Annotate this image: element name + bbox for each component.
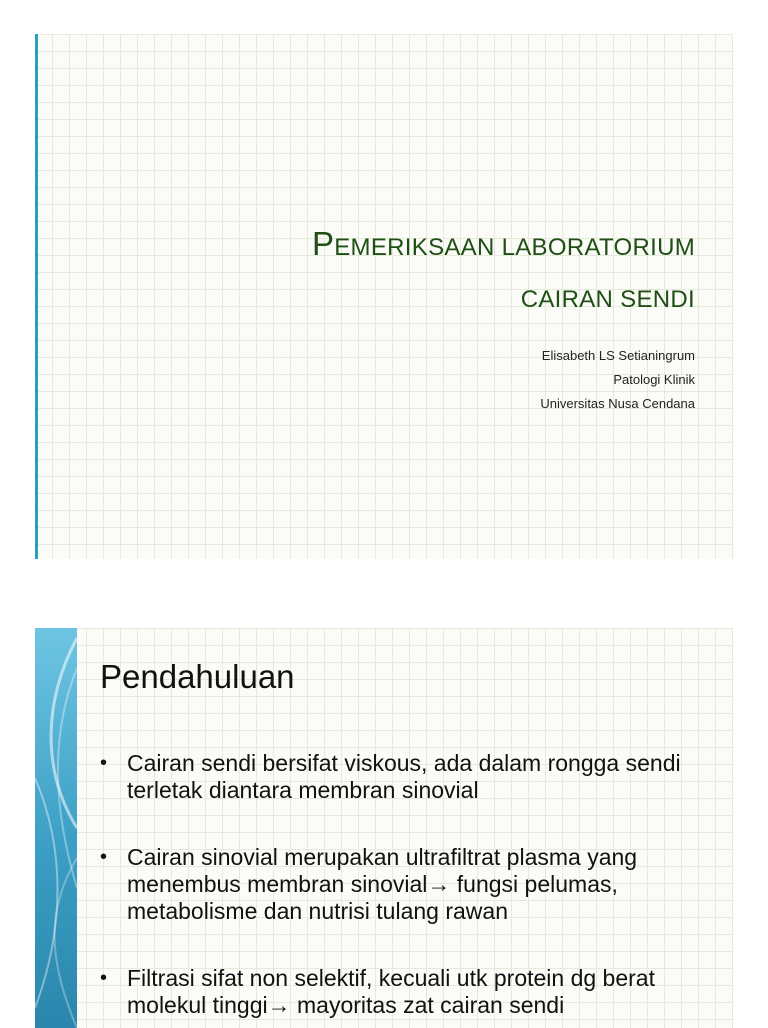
bullet-text: Filtrasi sifat non selektif, kecuali utk protein dg berat molekul tinggi→ mayoritas zat cairan sendi bbox=[127, 965, 655, 1018]
wave-decoration bbox=[35, 628, 77, 1028]
accent-line bbox=[35, 34, 38, 559]
title-line-2: CAIRAN SENDI bbox=[520, 286, 695, 313]
title-initial: P bbox=[311, 225, 335, 262]
bullet-icon: • bbox=[100, 967, 108, 989]
decorative-side-band bbox=[35, 628, 77, 1028]
bullet-icon: • bbox=[100, 752, 108, 774]
author-department: Patologi Klinik bbox=[613, 372, 695, 387]
bullet-icon: • bbox=[100, 846, 108, 868]
author-block bbox=[540, 344, 695, 416]
bullet-list bbox=[100, 750, 730, 1028]
slide-heading: Pendahuluan bbox=[100, 658, 295, 695]
author-name: Elisabeth LS Setianingrum bbox=[541, 348, 695, 363]
presentation-title bbox=[312, 218, 695, 326]
list-item bbox=[100, 965, 730, 1019]
bullet-text: Cairan sendi bersifat viskous, ada dalam rongga sendi terletak diantara membran sinovial bbox=[127, 750, 681, 803]
content-slide bbox=[35, 628, 733, 1028]
title-slide bbox=[35, 34, 733, 559]
title-line-1: EMERIKSAAN LABORATORIUM bbox=[334, 234, 695, 261]
bullet-text: Cairan sinovial merupakan ultrafiltrat plasma yang menembus membran sinovial→ fungsi pelumas, metabolisme dan nutrisi tulang rawan bbox=[127, 844, 638, 924]
author-university: Universitas Nusa Cendana bbox=[540, 396, 695, 411]
list-item bbox=[100, 844, 730, 925]
list-item bbox=[100, 750, 730, 804]
